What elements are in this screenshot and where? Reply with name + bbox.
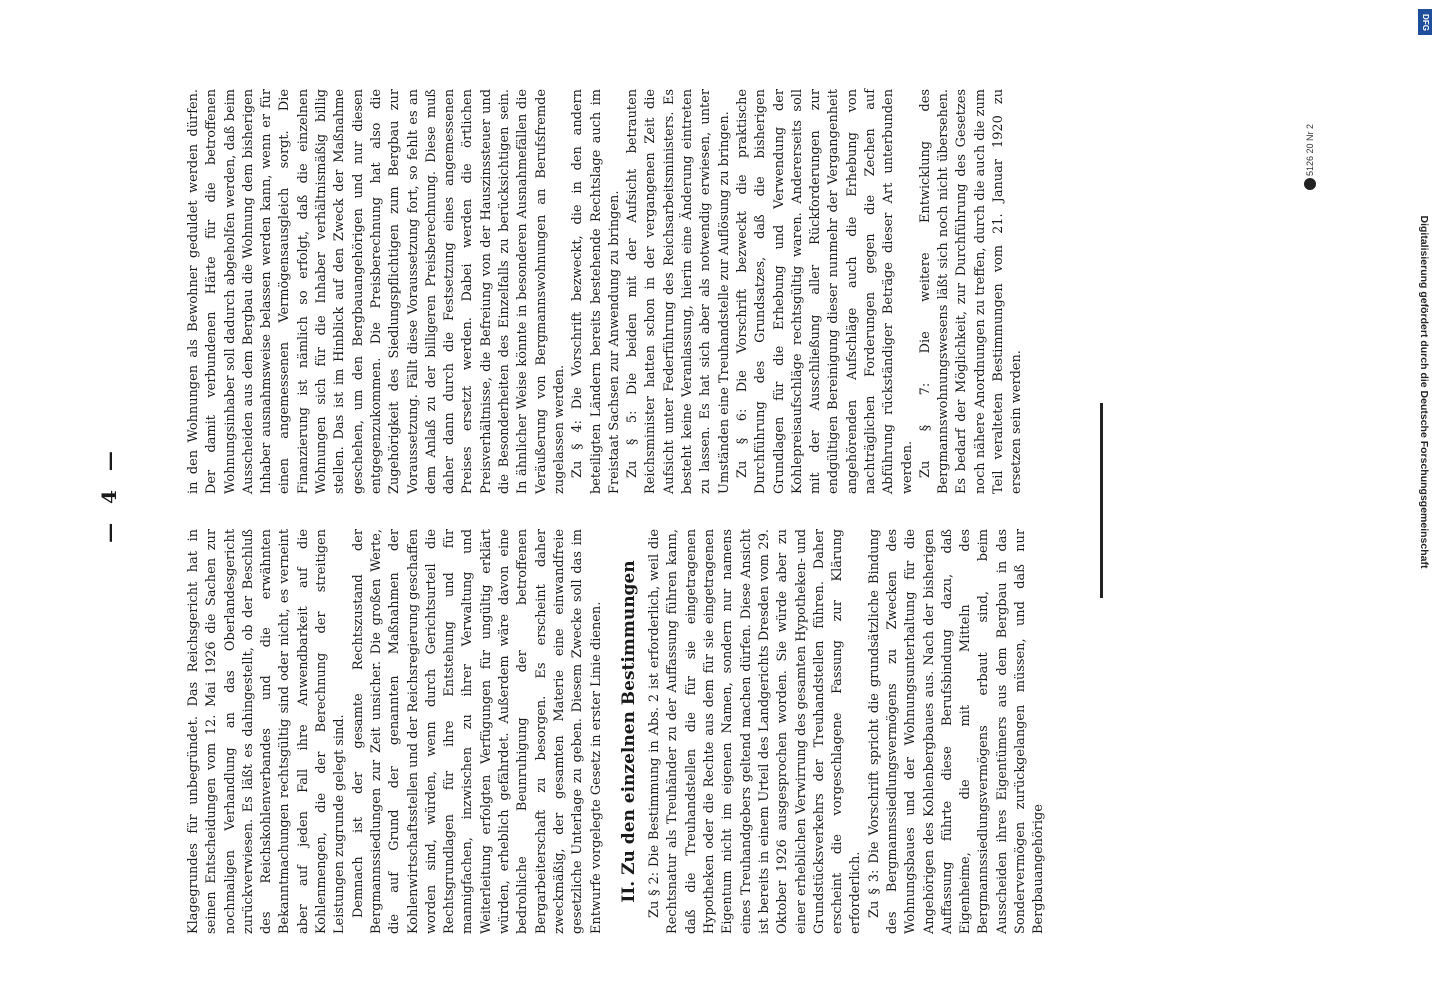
paragraph: in den Wohnungen als Bewohner geduldet werden dürfen. Der damit verbundenen Härte für die betroffenen Wohnungsinhaber soll dadurch abgeholfen werden, daß beim Ausscheiden aus dem Bergbau die Wohnung dem bisherigen Inhaber ausnahmsweise belassen werden kann, wenn er für einen angemessenen Vermögensausgleich sorgt. Die Finanzierung ist nämlich so erfolgt, daß die einzelnen Wohnungen sich für die Inhaber verhältnismäßig billig stellen. Das ist im Hinblick auf den Zweck der Maßnahme geschehen, um den Bergbauangehörigen und nur diesen entgegenzukommen. Die Preisberechnung hat also die Zugehörigkeit des Siedlungspflichtigen zum Bergbau zur Voraussetzung. Fällt diese Voraussetzung fort, so fehlt es an dem Anlaß zu der billigeren Preisberechnung. Diese muß daher dann durch die Festsetzung eines angemessenen Preises ersetzt werden. Dabei werden die örtlichen Preisverhältnisse, die Befreiung von der Hauszinssteuer und die Besonderheiten des Einzelfalls zu berücksichtigen sein. In ähnlicher Weise könnte in besonderen Ausnahmefällen die Veräußerung von Bergmannswohnungen an Berufsfremde zugelassen werden. <box>186 89 567 494</box>
archive-stamp-icon <box>1304 178 1316 190</box>
shelfmark: 5126 20 Nr 2 <box>1305 123 1315 177</box>
end-rule <box>1100 403 1103 598</box>
rotated-document-page <box>97 89 1047 934</box>
paragraph: Zu § 7: Die weitere Entwicklung des Bergmannswohnungswesens läßt sich noch nicht übersehen. Es bedarf der Möglichkeit, zur Durchführung des Gesetzes noch nähere Anordnungen zu treffen, durch die auch die zum Teil veralteten Bestimmungen vom 21. Januar 1920 zu ersetzen sein werden. <box>917 89 1025 494</box>
page-number: — 4 — <box>97 445 121 543</box>
right-column <box>185 89 1025 494</box>
dfg-logo-icon <box>1418 9 1432 35</box>
left-column <box>185 529 1047 934</box>
section-heading: II. Zu den einzelnen Bestimmungen <box>618 560 639 903</box>
paragraph: Klagegrundes für unbegründet. Das Reichsgericht hat in seinen Entscheidungen vom 12. Mai 1926 die Sachen zur nochmaligen Verhandlung an das Oberlandesgericht zurückverwiesen. Es läßt es dahingestellt, ob der Beschluß des Reichskohlenverbandes und die erwähnten Bekanntmachungen rechtsgültig sind oder nicht, es verneint aber auf jeden Fall ihre Anwendbarkeit auf die Kohlenmengen, die der Berechnung der streitigen Leistungen zugrunde gelegt sind. <box>186 529 348 934</box>
paragraph: Zu § 6: Die Vorschrift bezweckt die praktische Durchführung des Grundsatzes, daß die bisherigen Grundlagen für die Erhebung und Verwendung der Kohlepreisaufschläge rechtsgültig waren. Andererseits soll mit der Ausschließung aller Rückforderungen zur endgültigen Bereinigung dieser nunmehr der Vergangenheit angehörenden Aufschläge auch die Erhebung von nachträglichen Forderungen gegen die Zechen auf Abführung rückständiger Beträge dieser Art unterbunden werden. <box>734 89 915 494</box>
paragraph: Zu § 5: Die beiden mit der Aufsicht betrauten Reichsminister hatten schon in der vergangenen Zeit die Aufsicht unter Federführung des Reichsarbeitsministers. Es besteht keine Veranlassung, hierin eine Änderung eintreten zu lassen. Es hat sich aber als notwendig erwiesen, unter Umständen eine Treuhandstelle zur Auflösung zu bringen. <box>625 89 732 494</box>
paragraph: Zu § 4: Die Vorschrift bezweckt, die in den andern beteiligten Ländern bereits bestehende Rechtslage auch im Freistaat Sachsen zur Anwendung zu bringen. <box>570 89 622 494</box>
paragraph: Demnach ist der gesamte Rechtszustand der Bergmannssiedlungen zur Zeit unsicher. Die großen Werte, die auf Grund der genannten Maßnahmen der Kohlenwirtschaftsstellen und der Reichsregierung geschaffen worden sind, würden, wenn durch Gerichtsurteil die Rechtsgrundlagen für ihre Entstehung und für mannigfachen, inzwischen zu ihrer Verwaltung und Weiterleitung erfolgten Verfügungen für ungültig erklärt würden, erheblich gefährdet. Außerdem wäre davon eine bedrohliche Beunruhigung der betroffenen Bergarbeiterschaft zu besorgen. Es erscheint daher zweckmäßig, der gesamten Materie eine einwandfreie gesetzliche Unterlage zu geben. Diesem Zwecke soll das im Entwurfe vorgelegte Gesetz in erster Linie dienen. <box>350 529 604 934</box>
paragraph: Zu § 2: Die Bestimmung in Abs. 2 ist erforderlich, weil die Rechtsnatur als Treuhänder zu der Auffassung führen kann, daß die Treuhandstellen die für sie eingetragenen Hypotheken oder die Rechte aus dem für sie eingetragenen Eigentum nicht im eigenen Namen, sondern nur namens eines Treuhandgebers geltend machen dürfen. Diese Ansicht ist bereits in einem Urteil des Landgerichts Dresden vom 29. Oktober 1926 ausgesprochen worden. Sie würde aber zu einer erheblichen Verwirrung des gesamten Hypotheken- und Grundstücksverkehrs der Treuhandstellen führen. Daher erscheint die vorgeschlagene Fassung zur Klärung erforderlich. <box>647 529 864 934</box>
dfg-logo-label: DFG <box>1420 13 1430 31</box>
paragraph: Zu § 3: Die Vorschrift spricht die grundsätzliche Bindung des Bergmannssiedlungsvermögens zu Zwecken des Wohnungsbaues und der Wohnungsunterhaltung für die Angehörigen des Kohlenbergbaues aus. Nach der bisherigen Auffassung führte diese Berufsbindung dazu, daß Eigenheime, die mit Mitteln des Bergmannssiedlungsvermögens erbaut sind, beim Ausscheiden ihres Eigentümers aus dem Bergbau in das Sondervermögen zurückgelangen müssen, und daß nur Bergbauangehörige <box>866 529 1047 934</box>
digitization-credit: Digitalisierung gefördert durch die Deutsche Forschungsgemeinschaft <box>1418 215 1430 569</box>
